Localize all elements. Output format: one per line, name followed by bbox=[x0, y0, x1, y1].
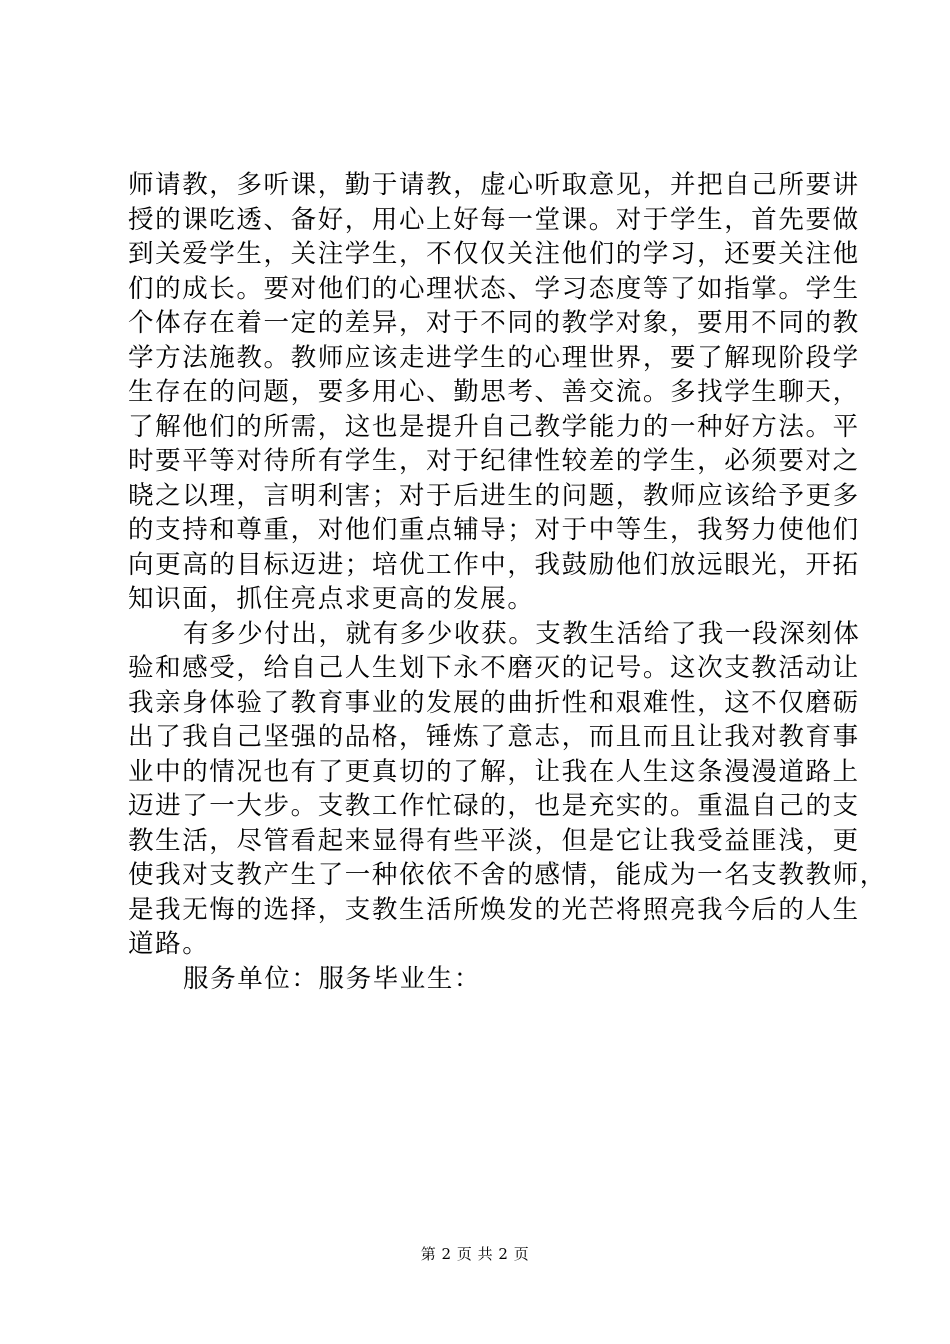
text-line: 业中的情况也有了更真切的了解，让我在人生这条漫漫道路上 bbox=[128, 756, 860, 787]
text-line: 使我对支教产生了一种依依不舍的感情，能成为一名支教教师， bbox=[128, 860, 887, 890]
text-line: 学方法施教。教师应该走进学生的心理世界，要了解现阶段学 bbox=[128, 342, 860, 373]
page-number: 第 2 页 共 2 页 bbox=[420, 1245, 530, 1263]
text-line: 知识面，抓住亮点求更高的发展。 bbox=[128, 584, 535, 614]
text-line: 授的课吃透、备好，用心上好每一堂课。对于学生，首先要做 bbox=[128, 204, 860, 235]
text-line: 了解他们的所需，这也是提升自己教学能力的一种好方法。平 bbox=[128, 411, 860, 442]
text-line: 生存在的问题，要多用心、勤思考、善交流。多找学生聊天， bbox=[128, 377, 860, 407]
text-line: 晓之以理，言明利害；对于后进生的问题，教师应该给予更多 bbox=[128, 480, 860, 511]
text-line: 验和感受，给自己人生划下永不磨灭的记号。这次支教活动让 bbox=[128, 653, 860, 683]
document-body bbox=[128, 168, 887, 996]
text-line: 个体存在着一定的差异，对于不同的教学对象，要用不同的教 bbox=[128, 308, 860, 338]
text-line: 出了我自己坚强的品格，锤炼了意志，而且而且让我对教育事 bbox=[128, 722, 860, 752]
text-line: 是我无悔的选择，支教生活所焕发的光芒将照亮我今后的人生 bbox=[128, 894, 860, 925]
text-line: 们的成长。要对他们的心理状态、学习态度等了如指掌。学生 bbox=[128, 273, 860, 304]
text-line: 到关爱学生，关注学生，不仅仅关注他们的学习，还要关注他 bbox=[128, 239, 860, 269]
text-line: 有多少付出，就有多少收获。支教生活给了我一段深刻体 bbox=[183, 618, 861, 649]
text-line: 我亲身体验了教育事业的发展的曲折性和艰难性，这不仅磨砺 bbox=[128, 687, 860, 718]
text-line: 的支持和尊重，对他们重点辅导；对于中等生，我努力使他们 bbox=[128, 515, 860, 545]
page-footer bbox=[0, 1244, 950, 1264]
text-line: 迈进了一大步。支教工作忙碌的，也是充实的。重温自己的支 bbox=[128, 791, 860, 821]
paragraph-1 bbox=[128, 168, 860, 617]
text-line: 服务单位：服务毕业生： bbox=[183, 963, 482, 994]
paragraph-2 bbox=[128, 617, 887, 962]
text-line: 时要平等对待所有学生，对于纪律性较差的学生，必须要对之 bbox=[128, 446, 860, 476]
text-line: 向更高的目标迈进；培优工作中，我鼓励他们放远眼光，开拓 bbox=[128, 549, 860, 580]
text-line: 教生活，尽管看起来显得有些平淡，但是它让我受益匪浅，更 bbox=[128, 825, 860, 856]
text-line: 道路。 bbox=[128, 929, 210, 959]
paragraph-3 bbox=[128, 962, 838, 997]
text-line: 师请教，多听课，勤于请教，虚心听取意见，并把自己所要讲 bbox=[128, 170, 860, 200]
